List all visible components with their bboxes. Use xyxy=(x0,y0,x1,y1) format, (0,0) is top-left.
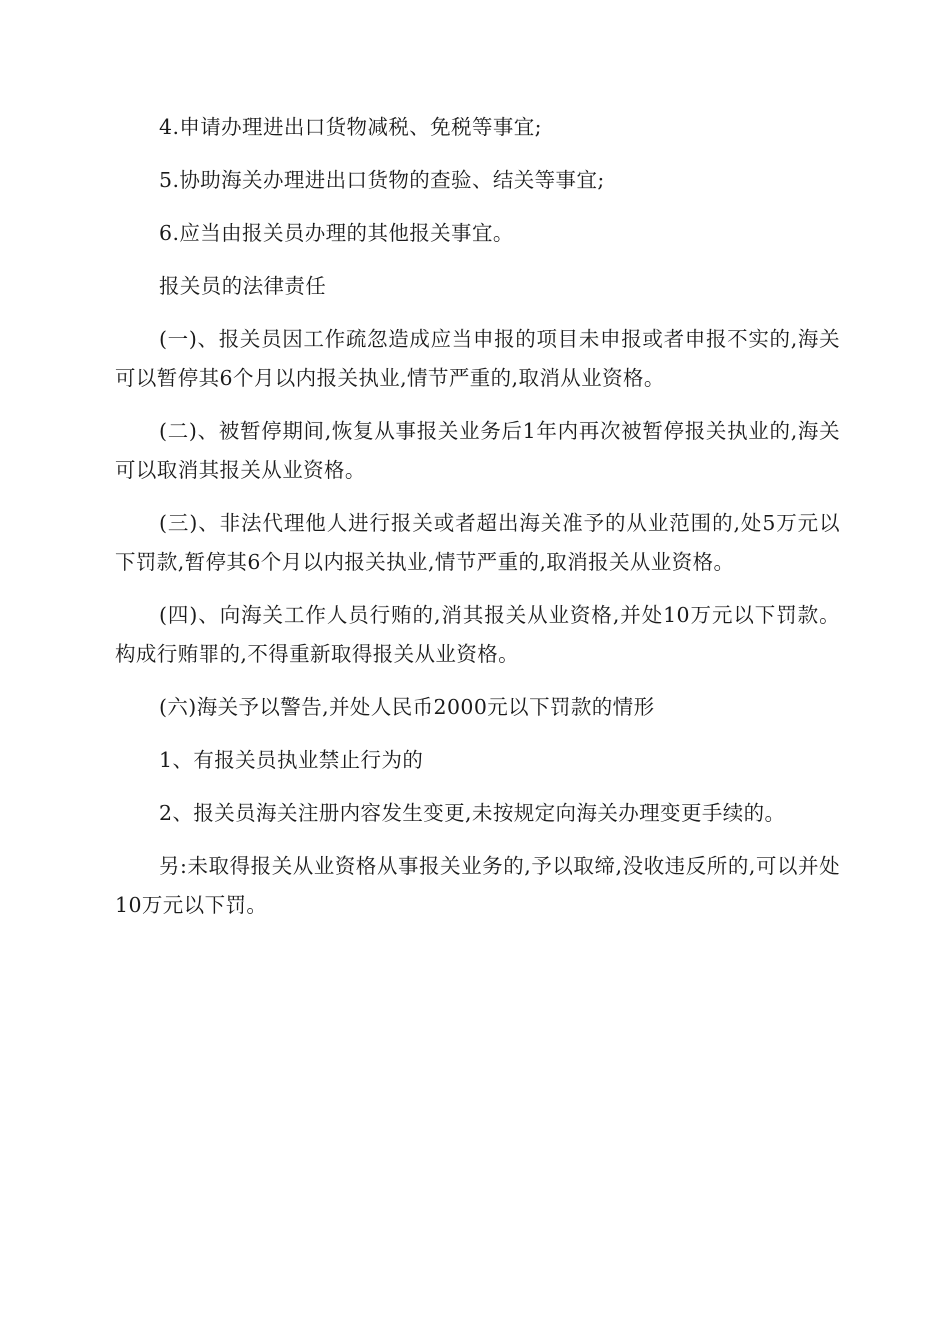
paragraph-clause-4: (四)、向海关工作人员行贿的,消其报关从业资格,并处10万元以下罚款。构成行贿罪的,不得重新取得报关从业资格。 xyxy=(115,603,840,666)
paragraph-clause-3: (三)、非法代理他人进行报关或者超出海关准予的从业范围的,处5万元以下罚款,暂停其6个月以内报关执业,情节严重的,取消报关从业资格。 xyxy=(115,511,840,574)
paragraph-item-6: 6.应当由报关员办理的其他报关事宜。 xyxy=(159,221,514,245)
section-heading: 报关员的法律责任 xyxy=(159,274,327,298)
paragraph-clause-1: (一)、报关员因工作疏忽造成应当申报的项目未申报或者申报不实的,海关可以暂停其6个月以内报关执业,情节严重的,取消从业资格。 xyxy=(115,327,840,390)
paragraph-subitem-2: 2、报关员海关注册内容发生变更,未按规定向海关办理变更手续的。 xyxy=(159,801,786,825)
paragraph-item-5: 5.协助海关办理进出口货物的查验、结关等事宜; xyxy=(159,168,605,192)
document-body xyxy=(115,108,840,939)
paragraph-clause-6: (六)海关予以警告,并处人民币2000元以下罚款的情形 xyxy=(159,695,655,719)
paragraph-item-4: 4.申请办理进出口货物减税、免税等事宜; xyxy=(159,115,542,139)
paragraph-clause-2: (二)、被暂停期间,恢复从事报关业务后1年内再次被暂停报关执业的,海关可以取消其报关从业资格。 xyxy=(115,419,840,482)
paragraph-subitem-1: 1、有报关员执业禁止行为的 xyxy=(159,748,424,772)
paragraph-note: 另:未取得报关从业资格从事报关业务的,予以取缔,没收违反所的,可以并处10万元以下罚。 xyxy=(115,854,840,917)
